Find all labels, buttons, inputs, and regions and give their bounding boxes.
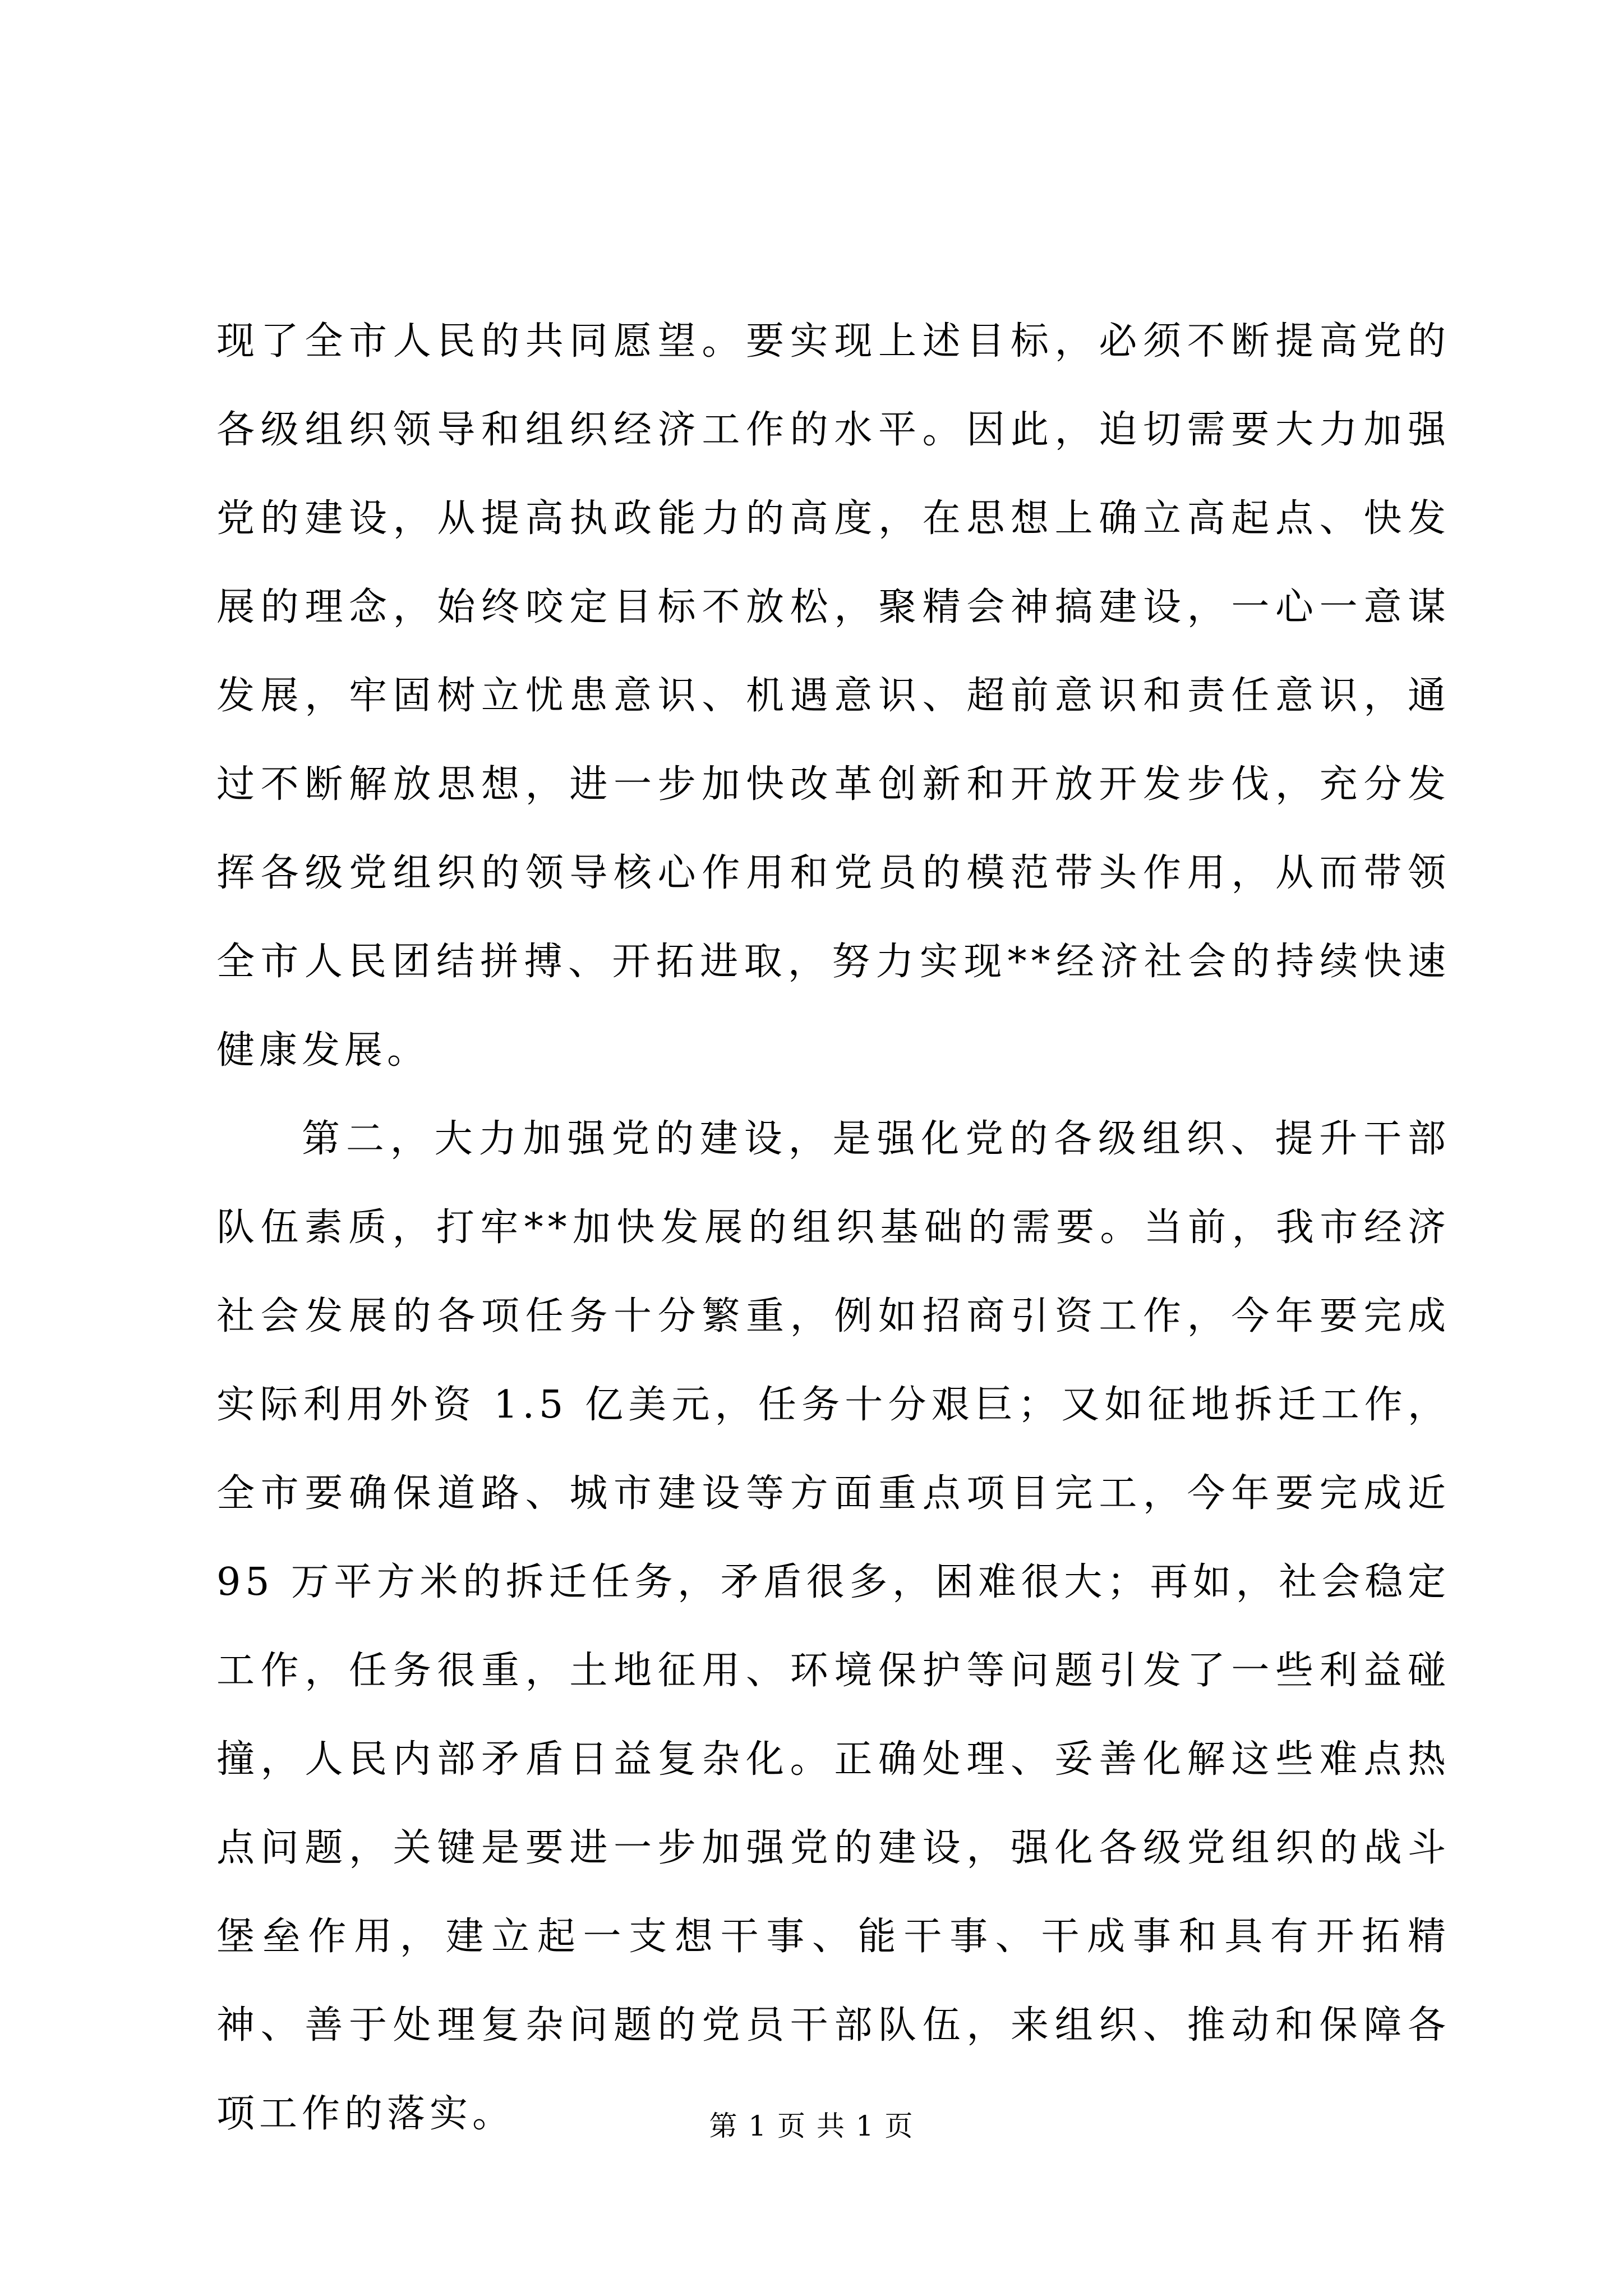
paragraph-1: 现了全市人民的共同愿望。要实现上述目标，必须不断提高党的各级组织领导和组织经济工作的水平。因此，迫切需要大力加强党的建设，从提高执政能力的高度，在思想上确立高起点、快发展的理念，始终咬定目标不放松，聚精会神搞建设，一心一意谋发展，牢固树立忧患意识、机遇意识、超前意识和责任意识，通过不断解放思想，进一步加快改革创新和开放开发步伐，充分发挥各级党组织的领导核心作用和党员的模范带头作用，从而带领全市人民团结拼搏、开拓进取，努力实现**经济社会的持续快速健康发展。 bbox=[216, 319, 1450, 1073]
page-footer: 第 1 页 共 1 页 bbox=[709, 2110, 914, 2142]
paragraph-2: 第二，大力加强党的建设，是强化党的各级组织、提升干部队伍素质，打牢**加快发展的组织基础的需要。当前，我市经济社会发展的各项任务十分繁重，例如招商引资工作，今年要完成实际利用外资 1.5 亿美元，任务十分艰巨；又如征地拆迁工作，全市要确保道路、城市建设等方面重点项目完工，今年要完成近 95 万平方米的拆迁任务，矛盾很多，困难很大；再如，社会稳定工作，任务很重，土地征用、环境保护等问题引发了一些利益碰撞，人民内部矛盾日益复杂化。正确处理、妥善化解这些难点热点问题，关键是要进一步加强党的建设，强化各级党组织的战斗堡垒作用，建立起一支想干事、能干事、干成事和具有开拓精神、善于处理复杂问题的党员干部队伍，来组织、推动和保障各项工作的落实。 bbox=[216, 1117, 1450, 2136]
document-body bbox=[216, 297, 1450, 2159]
